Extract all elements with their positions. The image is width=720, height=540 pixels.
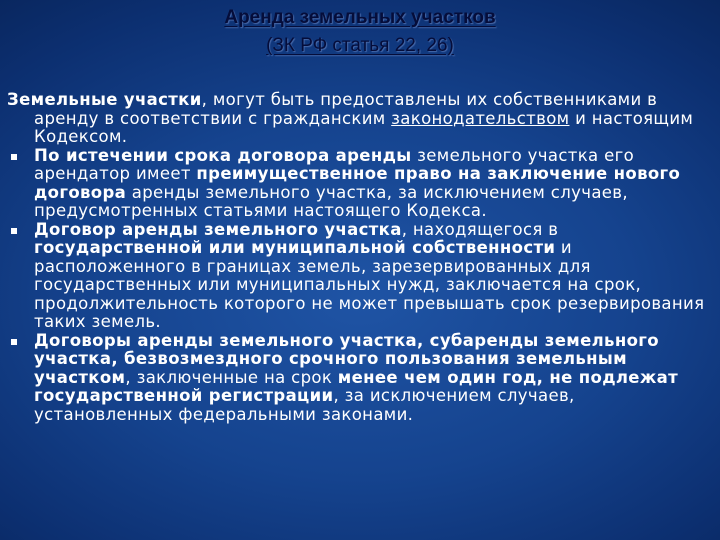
bullet-bold-1: По истечении срока договора аренды	[34, 145, 412, 165]
bullet-square-icon	[11, 339, 17, 345]
bullet-text-2: аренды земельного участка, за исключением случаев, предусмотренных статьями настоящего Кодекса.	[34, 182, 628, 220]
bullet-text-2: и расположенного в границах земель, зарезервированных для государственных или муниципальных нужд, заключается на срок, продолжительность которого не может превышать срок резервирования таких земель.	[34, 238, 705, 331]
legislation-link[interactable]: законодательством	[391, 108, 570, 128]
title-main: Аренда земельных участков	[224, 7, 496, 28]
bullet-bold-2: менее чем один год, не подлежат государственной регистрации	[34, 367, 679, 405]
list-item	[7, 147, 715, 221]
bullet-text-2: , за исключением случаев, установленных федеральными законами.	[34, 386, 575, 424]
bullet-text-1: земельного участка его арендатор имеет	[34, 145, 635, 183]
bullet-text-1: , находящегося в	[401, 219, 559, 239]
bullet-square-icon	[11, 228, 17, 234]
list-item	[7, 221, 715, 332]
bullet-bold-2: государственной или муниципальной собственности	[34, 238, 556, 257]
bullet-square-icon	[11, 154, 17, 160]
intro-paragraph	[7, 91, 715, 147]
bullet-bold-1: Договор аренды земельного участка	[34, 219, 402, 239]
bullet-bold-2: преимущественное право на заключение нового договора	[34, 164, 681, 202]
intro-text-2: и настоящим Кодексом.	[34, 108, 694, 146]
slide-title	[0, 4, 720, 60]
bullet-text-1: , заключенные на срок	[125, 367, 338, 387]
list-item	[7, 332, 715, 425]
slide-body	[7, 91, 715, 424]
bullet-bold-1: Договоры аренды земельного участка, субаренды земельного участка, безвозмездного срочного пользования земельным участком	[34, 330, 659, 387]
title-subtitle: (ЗК РФ статья 22, 26)	[266, 35, 454, 56]
intro-bold: Земельные участки	[7, 90, 202, 109]
intro-text-1: , могут быть предоставлены их собственниками в аренду в соответствии с гражданским	[34, 90, 658, 128]
